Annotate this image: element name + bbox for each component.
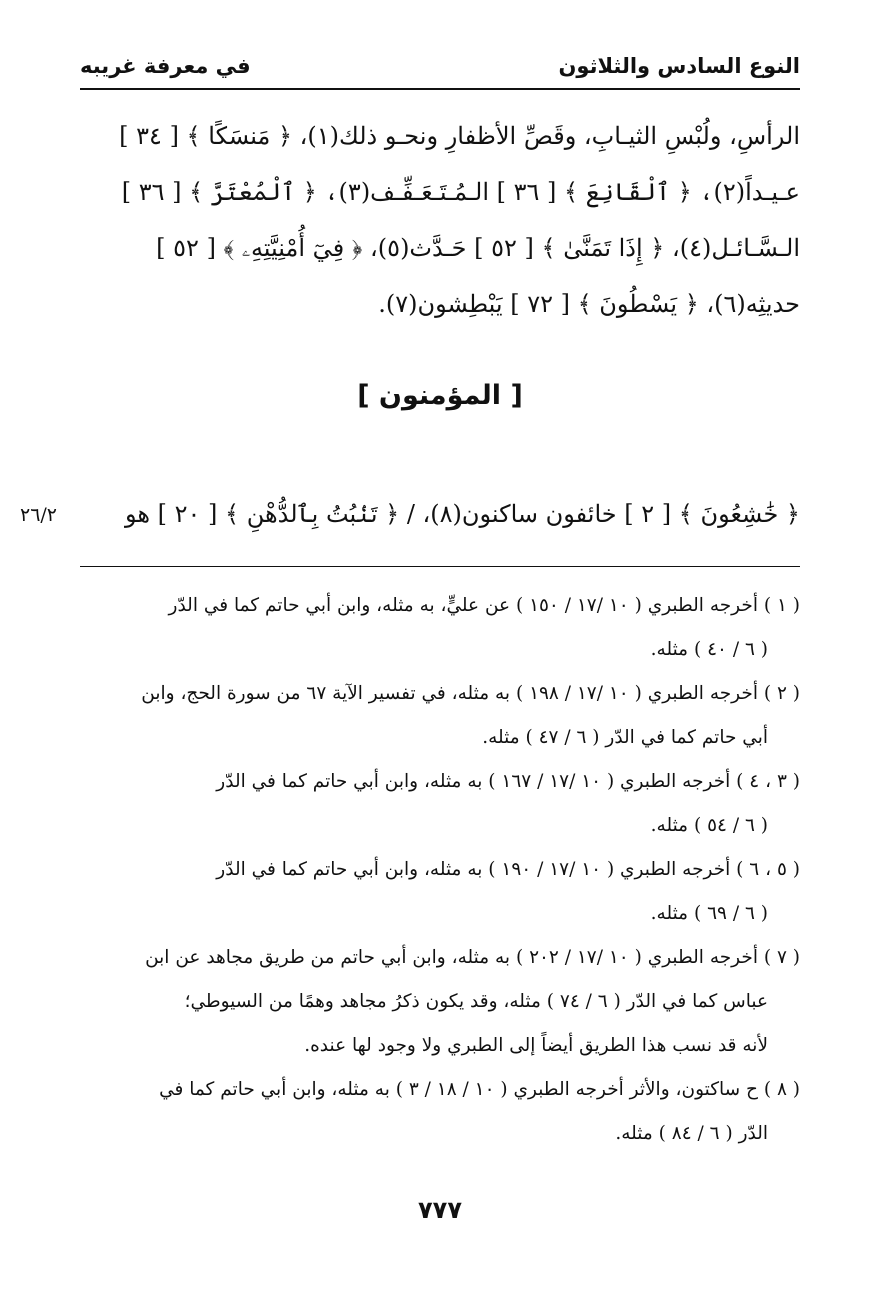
footnote-line: ( ٨ ) ح ساكتون، والأثر أخرجه الطبري ( ١٠ / ١٨ / ٣ ) به مثله، وابن أبي حاتم كما في: [159, 1079, 800, 1100]
footnote: [80, 584, 800, 672]
margin-reference: ٢٦/٢: [20, 504, 58, 526]
footnote-continuation: أبي حاتم كما في الدّر ( ٦ / ٤٧ ) مثله.: [482, 727, 768, 748]
text-line: عـيـداً(٢)، ﴿ ٱلْقَانِعَ ﴾ [ ٣٦ ] الـمُـتَـعَـفِّـف(٣)، ﴿ ٱلْمُعْتَرَّ ﴾ [ ٣٦ ]: [121, 178, 800, 206]
footnote: [80, 760, 800, 848]
footnote: [80, 848, 800, 936]
chapter-title: النوع السادس والثلاثون: [558, 54, 800, 78]
text-line: حديثِه(٦)، ﴿ يَسْطُونَ ﴾ [ ٧٢ ] يَبْطِشون(٧).: [378, 290, 800, 318]
footnote-continuation: ( ٦ / ٦٩ ) مثله.: [650, 903, 768, 924]
footnote-continuation: لأنه قد نسب هذا الطريق أيضاً إلى الطبري ولا وجود لها عنده.: [304, 1035, 768, 1056]
text-line: الـسَّـائـل(٤)، ﴿ إِذَا تَمَنَّىٰ ﴾ [ ٥٢ ] حَـدَّث(٥)، ﴿ فِيٓ أُمْنِيَّتِهِۦ ﴾ [ ٥٢ ]: [156, 234, 800, 262]
footnote-continuation: عباس كما في الدّر ( ٦ / ٧٤ ) مثله، وقد يكون ذكرُ مجاهد وهمًا من السيوطي؛: [184, 991, 768, 1012]
footnote-line: ( ٥ ، ٦ ) أخرجه الطبري ( ١٠ /١٧ / ١٩٠ ) به مثله، وابن أبي حاتم كما في الدّر: [216, 859, 800, 880]
footnote: [80, 672, 800, 760]
footnote-continuation: الدّر ( ٦ / ٨٤ ) مثله.: [615, 1123, 768, 1144]
footnote-line: ( ٧ ) أخرجه الطبري ( ١٠ /١٧ / ٢٠٢ ) به مثله، وابن أبي حاتم من طريق مجاهد عن ابن: [145, 947, 800, 968]
footnote: [80, 1068, 800, 1156]
section-title: [ المؤمنون ]: [357, 380, 523, 411]
header-rule: [80, 88, 800, 90]
footnote-continuation: ( ٦ / ٥٤ ) مثله.: [650, 815, 768, 836]
footnote-line: ( ١ ) أخرجه الطبري ( ١٠ /١٧ / ١٥٠ ) عن عليٍّ، به مثله، وابن أبي حاتم كما في الدّر: [168, 595, 800, 616]
footnote-rule: [80, 566, 800, 567]
footnote-line: ( ٣ ، ٤ ) أخرجه الطبري ( ١٠ /١٧ / ١٦٧ ) به مثله، وابن أبي حاتم كما في الدّر: [216, 771, 800, 792]
verse-text: ﴿ خَٰشِعُونَ ﴾ [ ٢ ] خائفون ساكنون(٨)، / ﴿ تَنۢبُتُ بِٱلدُّهْنِ ﴾ [ ٢٠ ] هو: [124, 500, 800, 528]
footnote-line: ( ٢ ) أخرجه الطبري ( ١٠ /١٧ / ١٩٨ ) به مثله، في تفسير الآية ٦٧ من سورة الحج، وابن: [141, 683, 800, 704]
verse-line: [20, 500, 800, 544]
page-number: ٧٧٧: [418, 1196, 462, 1224]
footnote-continuation: ( ٦ / ٤٠ ) مثله.: [650, 639, 768, 660]
footnotes: [80, 584, 800, 1156]
running-header: [80, 38, 800, 78]
section-label: في معرفة غريبه: [80, 54, 251, 78]
footnote: [80, 936, 800, 1068]
text-line: الرأسِ، ولُبْسِ الثيـابِ، وقَصِّ الأظفارِ ونحـو ذلك(١)، ﴿ مَنسَكًا ﴾ [ ٣٤ ]: [119, 122, 800, 150]
main-text: [80, 108, 800, 332]
